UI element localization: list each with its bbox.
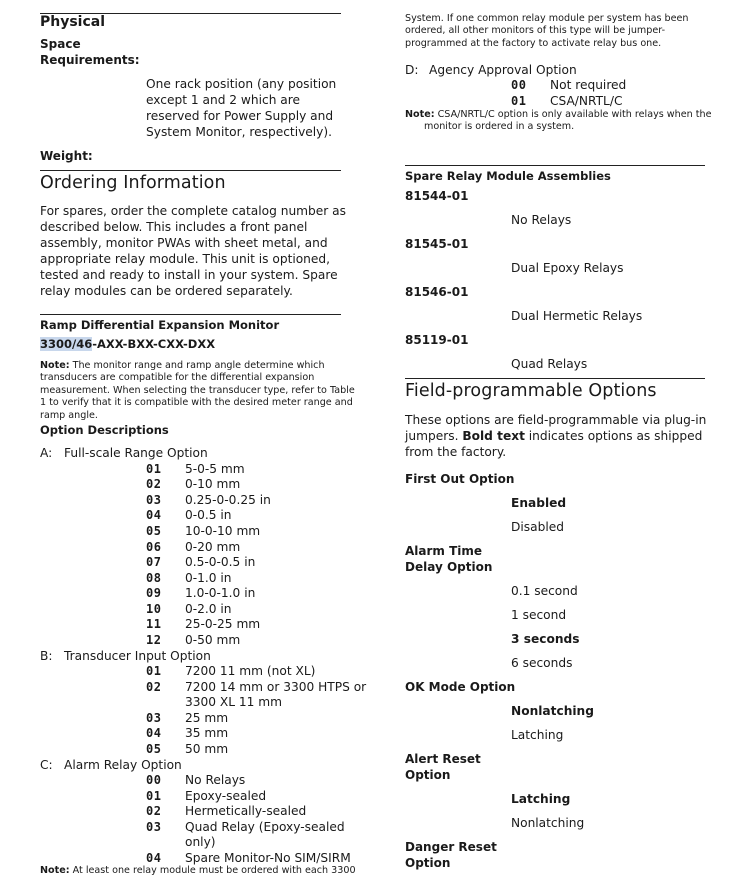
option-a-code: 07 xyxy=(146,555,162,569)
option-d-note xyxy=(405,109,712,122)
option-d-code: 00 xyxy=(511,78,527,92)
option-a-code: 04 xyxy=(146,508,162,522)
option-a-letter: A: xyxy=(40,446,53,460)
part-number-suffix: -AXX-BXX-CXX-DXX xyxy=(92,337,216,351)
spare-part-desc: Quad Relays xyxy=(511,357,588,371)
ordering-paragraph-line: For spares, order the complete catalog number as xyxy=(40,204,346,218)
danger-reset-label: Option xyxy=(405,856,451,870)
ok-mode-label: OK Mode Option xyxy=(405,680,516,694)
ramp-note-line: ramp angle. xyxy=(40,410,98,421)
option-d-code: 01 xyxy=(511,94,527,108)
option-c-code: 03 xyxy=(146,820,162,834)
option-d-letter: D: xyxy=(405,63,419,77)
option-a-code: 03 xyxy=(146,493,162,507)
option-c-note-label: Note: xyxy=(40,865,70,876)
space-text-line: One rack position (any position xyxy=(146,77,337,91)
option-a-text: 10-0-10 mm xyxy=(185,524,261,538)
option-c-letter: C: xyxy=(40,758,53,772)
rule-field xyxy=(405,378,705,379)
option-a-code: 06 xyxy=(146,540,162,554)
option-b-text: 7200 14 mm or 3300 HTPS or xyxy=(185,680,367,694)
option-a-code: 11 xyxy=(146,617,162,631)
spare-part-desc: Dual Hermetic Relays xyxy=(511,309,643,323)
option-a-text: 5-0-5 mm xyxy=(185,462,245,476)
option-b-text: 25 mm xyxy=(185,711,229,725)
option-a-text: 0-10 mm xyxy=(185,477,241,491)
option-a-text: 0-1.0 in xyxy=(185,571,232,585)
alarm-delay-default: 3 seconds xyxy=(511,632,580,646)
alert-reset-default: Latching xyxy=(511,792,571,806)
system-note-line: ordered, all other monitors of this type will be jumper- xyxy=(405,25,666,36)
ramp-note-line: transducers are compatible for the differential expansion xyxy=(40,372,315,383)
alarm-delay-label: Delay Option xyxy=(405,560,493,574)
ordering-paragraph-line: tested and ready to install in your system. Spare xyxy=(40,268,338,282)
option-b-text: 50 mm xyxy=(185,742,229,756)
ramp-note-line: measurement. When selecting the transducer type, refer to Table xyxy=(40,385,355,396)
system-note-line: programmed at the factory to activate relay bus one. xyxy=(405,38,662,49)
option-b-letter: B: xyxy=(40,649,53,663)
option-c-note xyxy=(40,865,356,878)
option-descriptions-heading: Option Descriptions xyxy=(40,423,169,437)
rule-ramp xyxy=(40,314,341,315)
spare-part-desc: Dual Epoxy Relays xyxy=(511,261,624,275)
ok-mode-default: Nonlatching xyxy=(511,704,594,718)
option-d-text: CSA/NRTL/C xyxy=(550,94,623,108)
ordering-paragraph-line: appropriate relay module. This unit is optioned, xyxy=(40,252,331,266)
option-a-text: 0-2.0 in xyxy=(185,602,232,616)
ok-mode-alt: Latching xyxy=(511,728,564,742)
rule-spares xyxy=(405,165,705,166)
field-intro-line: These options are field-programmable via plug-in xyxy=(405,413,707,427)
option-a-text: 0-50 mm xyxy=(185,633,241,647)
part-number xyxy=(40,337,215,351)
option-d-note-line: CSA/NRTL/C option is only available with relays when the xyxy=(434,109,712,120)
ramp-note-line: 1 to verify that it is compatible with the desired meter range and xyxy=(40,397,353,408)
ramp-note-line: The monitor range and ramp angle determine which xyxy=(69,360,325,371)
option-c-title: Alarm Relay Option xyxy=(64,758,182,772)
option-a-code: 08 xyxy=(146,571,162,585)
option-a-text: 0.25-0-0.25 in xyxy=(185,493,271,507)
option-a-code: 12 xyxy=(146,633,162,647)
rule-ordering xyxy=(40,170,341,171)
part-number-highlight: 3300/46 xyxy=(40,337,93,351)
option-b-code: 03 xyxy=(146,711,162,725)
system-note-line: System. If one common relay module per system has been xyxy=(405,13,689,24)
option-c-code: 00 xyxy=(146,773,162,787)
field-intro-line: from the factory. xyxy=(405,445,507,459)
space-text-line: reserved for Power Supply and xyxy=(146,109,334,123)
option-b-code: 02 xyxy=(146,680,162,694)
alert-reset-label: Alert Reset xyxy=(405,752,481,766)
alarm-delay-label: Alarm Time xyxy=(405,544,483,558)
requirements-label: Requirements: xyxy=(40,53,140,67)
ramp-note-label: Note: xyxy=(40,360,70,371)
first-out-default: Enabled xyxy=(511,496,567,510)
option-c-text: Quad Relay (Epoxy-sealed xyxy=(185,820,345,834)
option-a-text: 0-0.5 in xyxy=(185,508,232,522)
option-b-code: 04 xyxy=(146,726,162,740)
physical-heading: Physical xyxy=(40,14,106,30)
option-a-text: 25-0-25 mm xyxy=(185,617,261,631)
option-b-title: Transducer Input Option xyxy=(64,649,211,663)
option-c-code: 04 xyxy=(146,851,162,865)
option-c-text-cont: only) xyxy=(185,835,216,849)
option-d-note-line: monitor is ordered in a system. xyxy=(424,121,575,132)
alert-reset-alt: Nonlatching xyxy=(511,816,585,830)
option-b-code: 05 xyxy=(146,742,162,756)
spares-heading: Spare Relay Module Assemblies xyxy=(405,169,611,183)
space-text-line: except 1 and 2 which are xyxy=(146,93,301,107)
option-c-code: 01 xyxy=(146,789,162,803)
option-c-text: Hermetically-sealed xyxy=(185,804,307,818)
option-a-text: 0.5-0-0.5 in xyxy=(185,555,256,569)
ordering-paragraph-line: relay modules can be ordered separately. xyxy=(40,284,293,298)
field-intro-part: jumpers. xyxy=(405,429,463,443)
spare-part-number: 85119-01 xyxy=(405,333,469,347)
option-d-note-label: Note: xyxy=(405,109,435,120)
weight-label: Weight: xyxy=(40,149,93,163)
option-c-text: Spare Monitor-No SIM/SIRM xyxy=(185,851,351,865)
option-d-title: Agency Approval Option xyxy=(429,63,577,77)
option-a-text: 0-20 mm xyxy=(185,540,241,554)
spare-part-number: 81546-01 xyxy=(405,285,469,299)
ramp-note xyxy=(40,360,325,373)
option-b-text: 35 mm xyxy=(185,726,229,740)
field-heading: Field-programmable Options xyxy=(405,381,657,401)
option-a-text: 1.0-0-1.0 in xyxy=(185,586,256,600)
alert-reset-label: Option xyxy=(405,768,451,782)
field-intro-line xyxy=(405,428,702,444)
option-b-text: 7200 11 mm (not XL) xyxy=(185,664,316,678)
ordering-paragraph-line: described below. This includes a front panel xyxy=(40,220,308,234)
option-c-text: Epoxy-sealed xyxy=(185,789,267,803)
alarm-delay-option: 6 seconds xyxy=(511,656,573,670)
field-intro-part: indicates options as shipped xyxy=(524,429,703,443)
option-a-code: 05 xyxy=(146,524,162,538)
field-intro-bold: Bold text xyxy=(462,429,525,443)
option-b-text-cont: 3300 XL 11 mm xyxy=(185,695,283,709)
first-out-alt: Disabled xyxy=(511,520,564,534)
ordering-heading: Ordering Information xyxy=(40,173,226,193)
space-label: Space xyxy=(40,37,81,51)
option-c-text: No Relays xyxy=(185,773,246,787)
option-c-note-text: At least one relay module must be ordered with each 3300 xyxy=(69,865,356,876)
space-text-line: System Monitor, respectively). xyxy=(146,125,333,139)
ramp-heading: Ramp Differential Expansion Monitor xyxy=(40,318,280,332)
option-a-code: 01 xyxy=(146,462,162,476)
alarm-delay-option: 0.1 second xyxy=(511,584,578,598)
danger-reset-label: Danger Reset xyxy=(405,840,497,854)
option-b-code: 01 xyxy=(146,664,162,678)
option-a-title: Full-scale Range Option xyxy=(64,446,208,460)
option-a-code: 09 xyxy=(146,586,162,600)
option-c-code: 02 xyxy=(146,804,162,818)
option-a-code: 10 xyxy=(146,602,162,616)
spare-part-desc: No Relays xyxy=(511,213,572,227)
alarm-delay-option: 1 second xyxy=(511,608,567,622)
first-out-label: First Out Option xyxy=(405,472,515,486)
option-d-text: Not required xyxy=(550,78,627,92)
spare-part-number: 81545-01 xyxy=(405,237,469,251)
ordering-paragraph-line: assembly, monitor PWAs with sheet metal, and xyxy=(40,236,328,250)
spare-part-number: 81544-01 xyxy=(405,189,469,203)
option-a-code: 02 xyxy=(146,477,162,491)
